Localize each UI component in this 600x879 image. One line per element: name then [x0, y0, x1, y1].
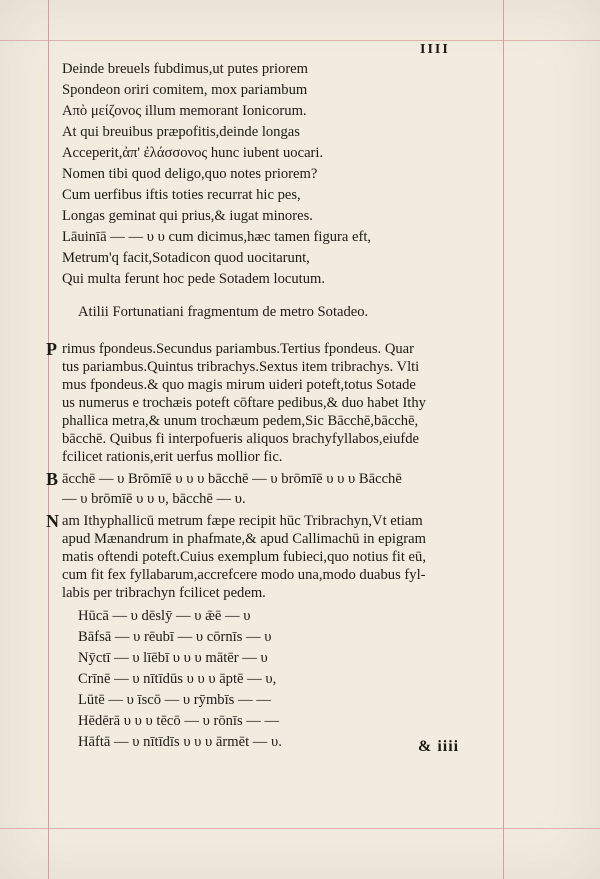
prose-line: labis per tribrachyn fcilicet pedem.: [62, 585, 266, 601]
prose-line: cum fit fex fyllabarum,accrefcere modo una,modo duabus fyl-: [62, 567, 426, 583]
verse-line: Acceperit,ἀπ' ἐλάσσονος hunc iubent uocari.: [62, 145, 324, 161]
prose-line: mus fpondeus.& quo magis mirum uideri poteft,totus Sotade: [62, 377, 416, 393]
prose-line: fcilicet rationis,erit uerfus mollior fic.: [62, 449, 283, 465]
scansion-line: Bāfsā — υ rēubī — υ cōrnīs — υ: [78, 629, 272, 645]
verse-line: Metrum'q facit,Sotadicon quod uocitarunt,: [62, 250, 310, 266]
verse-line: Lāuinīā — — υ υ cum dicimus,hæc tamen figura eft,: [62, 229, 372, 245]
prose-line: bācchē. Quibus fi interpofueris aliquos brachyfyllabos,eiufde: [62, 431, 420, 447]
scansion-line: Nȳctī — υ līēbī υ υ υ mātēr — υ: [78, 650, 268, 666]
scansion-line: Crīnē — υ nītīdūs υ υ υ āptē — υ,: [78, 671, 277, 687]
verse-line: Cum uerfibus iftis toties recurrat hic pes,: [62, 187, 301, 203]
scansion-line: Lūtē — υ īscō — υ rȳmbīs — —: [78, 692, 271, 708]
page-number: IIII: [420, 42, 450, 57]
verse-line: Deinde breuels fubdimus,ut putes priorem: [62, 61, 309, 77]
verse-line: At qui breuibus præpofitis,deinde longas: [62, 124, 300, 140]
prose-line: matis oftendi poteft.Cuius exemplum fubieci,quo notius fit eū,: [62, 549, 426, 565]
prose-line: us numerus e trochæis poteft cōftare pedibus,& duo habet Ithy: [62, 395, 426, 411]
verse-line: Longas geminat qui prius,& iugat minores.: [62, 208, 313, 224]
catchword: & iiii: [418, 738, 460, 755]
right-margin-rule: [503, 0, 504, 879]
top-margin-rule: [0, 40, 600, 41]
scansion-line: Hūcā — υ dēslȳ — υ ǣē — υ: [78, 608, 251, 624]
prose-line: — υ brōmīē υ υ υ, bācchē — υ.: [62, 491, 246, 507]
bottom-margin-rule: [0, 828, 600, 829]
scansion-line: Hēdērā υ υ υ tēcō — υ rōnīs — —: [78, 713, 280, 729]
prose-line: am Ithyphallicū metrum fæpe recipit hūc Tribrachyn,Vt etiam: [62, 513, 423, 529]
verse-line: Aπὸ μείζονος illum memorant Ionicorum.: [62, 103, 307, 119]
prose-line: tus pariambus.Quintus tribrachys.Sextus item tribrachys. Vlti: [62, 359, 420, 375]
prose-line: phallica metra,& unum trochæum pedem,Sic Bācchē,bācchē,: [62, 413, 419, 429]
initial-letter: N: [46, 511, 59, 531]
prose-line: rimus fpondeus.Secundus pariambus.Tertius fpondeus. Quar: [62, 341, 415, 357]
verse-line: Nomen tibi quod deligo,quo notes priorem?: [62, 166, 318, 182]
left-margin-rule: [48, 0, 49, 879]
scansion-line: Hāftā — υ nītīdīs υ υ υ ārmēt — υ.: [78, 734, 282, 750]
verse-line: Qui multa ferunt hoc pede Sotadem locutum.: [62, 271, 326, 287]
prose-line: ācchē — υ Brōmīē υ υ υ bācchē — υ brōmīē υ υ υ Bācchē: [62, 471, 402, 487]
section-title: Atilii Fortunatiani fragmentum de metro Sotadeo.: [78, 304, 369, 320]
verse-line: Spondeon oriri comitem, mox pariambum: [62, 82, 308, 98]
initial-letter: P: [46, 339, 57, 359]
initial-letter: B: [46, 469, 59, 489]
prose-line: apud Mænandrum in phafmate,& apud Callimachū in epigram: [62, 531, 426, 547]
